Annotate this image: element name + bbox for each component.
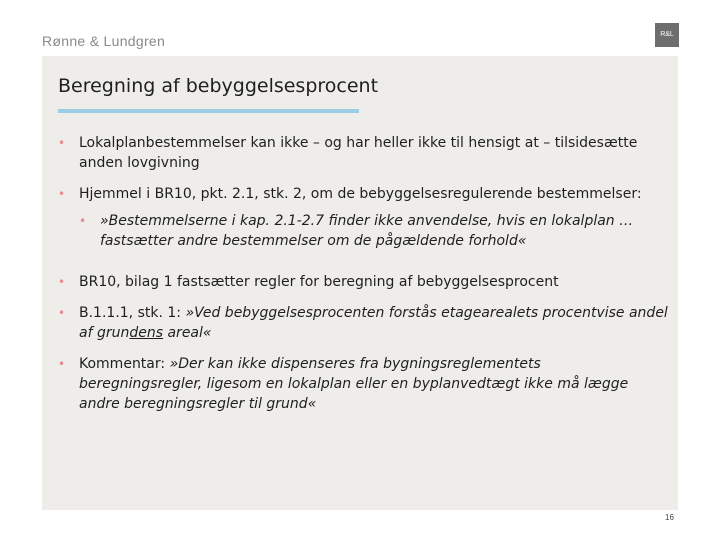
- bullet-icon: •: [58, 275, 66, 289]
- page-number: 16: [665, 513, 674, 522]
- bullet-item: [58, 184, 668, 204]
- bullet-icon: •: [58, 136, 66, 150]
- sub-bullet-text: »Bestemmelserne i kap. 2.1-2.7 finder ikke anvendelse, hvis en lokalplan … fastsætter andre bestemmelser om de pågældende forhold«: [100, 213, 634, 249]
- bullet-icon: •: [58, 357, 66, 371]
- bullet-icon: •: [79, 214, 87, 228]
- bullet-item: [58, 303, 668, 343]
- bullet-item: [58, 272, 668, 292]
- title-accent-rule: [58, 109, 359, 113]
- logo-badge: R&L: [655, 23, 679, 47]
- bullet-quote: »Ved bebyggelsesprocenten forstås etagearealets procentvise andel af grun: [79, 305, 668, 341]
- bullet-text: BR10, bilag 1 fastsætter regler for beregning af bebyggelsesprocent: [79, 274, 559, 290]
- bullet-icon: •: [58, 187, 66, 201]
- logo-text: Rønne & Lundgren: [42, 33, 166, 49]
- bullet-text: Lokalplanbestemmelser kan ikke – og har heller ikke til hensigt at – tilsidesætte anden lovgivning: [79, 135, 638, 171]
- bullet-quote-underlined: dens: [129, 325, 164, 341]
- bullet-quote: »Der kan ikke dispenseres fra bygningsreglementets beregningsregler, ligesom en lokalplan eller en byplanvedtægt ikke må lægge andre beregningsregler til grund«: [79, 356, 629, 412]
- bullet-quote-end: areal«: [163, 325, 212, 341]
- bullet-list: [58, 133, 668, 425]
- bullet-item: [58, 133, 668, 173]
- bullet-prefix: Kommentar:: [79, 356, 170, 372]
- slide-title: Beregning af bebyggelsesprocent: [58, 75, 379, 97]
- bullet-item: [58, 354, 668, 414]
- bullet-icon: •: [58, 306, 66, 320]
- bullet-text: Hjemmel i BR10, pkt. 2.1, stk. 2, om de bebyggelsesregulerende bestemmelser:: [79, 186, 642, 202]
- spacer: [58, 251, 668, 272]
- bullet-prefix: B.1.1.1, stk. 1:: [79, 305, 186, 321]
- sub-bullet-item: [58, 211, 668, 251]
